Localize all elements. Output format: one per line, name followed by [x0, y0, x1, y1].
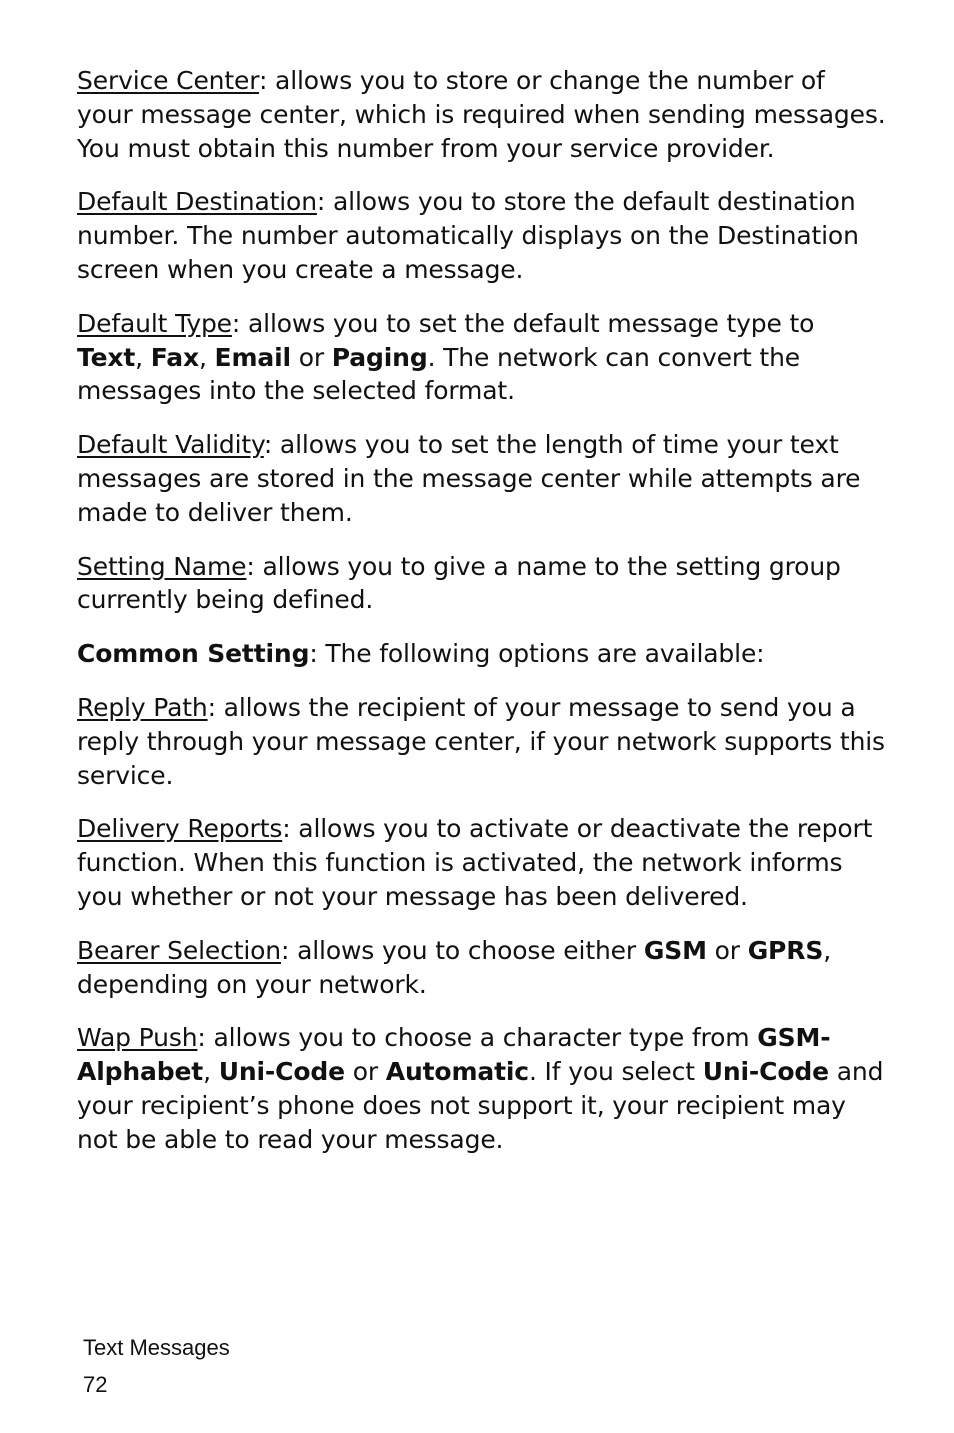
- option-uni-code-repeat: Uni-Code: [702, 1057, 829, 1087]
- option-email: Email: [214, 342, 291, 372]
- default-type-paragraph: [77, 307, 887, 408]
- default-validity-description: : allows you to set the length of time your text messages are stored in the message center while attempts are made to deliver them.: [77, 430, 861, 527]
- bearer-selection-text-1: : allows you to choose either: [281, 935, 644, 965]
- wap-push-term: Wap Push: [77, 1023, 198, 1053]
- option-automatic: Automatic: [385, 1057, 529, 1087]
- option-gsm-alphabet: GSM-Alphabet: [77, 1023, 831, 1087]
- default-destination-term: Default Destination: [77, 187, 317, 217]
- default-type-text-1: : allows you to set the default message type to: [231, 308, 815, 338]
- option-gsm: GSM: [643, 935, 707, 965]
- wap-push-text-1: : allows you to choose a character type from: [197, 1023, 758, 1053]
- default-type-text-4: or: [290, 342, 332, 372]
- option-fax: Fax: [150, 342, 199, 372]
- delivery-reports-description: : allows you to activate or deactivate the report function. When this function is activated, the network informs you whether or not your message has been delivered.: [77, 814, 873, 911]
- default-validity-paragraph: [77, 428, 887, 529]
- wap-push-text-4: . If you select: [528, 1057, 703, 1087]
- setting-name-paragraph: [77, 550, 887, 618]
- reply-path-paragraph: [77, 691, 887, 792]
- reply-path-term: Reply Path: [77, 692, 208, 722]
- reply-path-description: : allows the recipient of your message to send you a reply through your message center, if your network supports this service.: [77, 692, 885, 790]
- default-validity-term: Default Validity: [77, 430, 264, 460]
- default-type-text-3: ,: [198, 342, 215, 372]
- setting-name-description: : allows you to give a name to the setting group currently being defined.: [77, 551, 841, 615]
- wap-push-text-2: ,: [203, 1057, 219, 1087]
- default-type-term: Default Type: [77, 308, 232, 338]
- common-setting-description: : The following options are available:: [309, 639, 765, 669]
- wap-push-text-3: or: [344, 1057, 386, 1087]
- bearer-selection-text-2: or: [706, 935, 748, 965]
- setting-name-term: Setting Name: [77, 551, 247, 581]
- bearer-selection-paragraph: [77, 934, 887, 1002]
- delivery-reports-term: Delivery Reports: [77, 814, 283, 844]
- default-destination-description: : allows you to store the default destination number. The number automatically displays on the Destination screen when you create a message.: [77, 187, 859, 284]
- option-paging: Paging: [331, 342, 428, 372]
- service-center-description: : allows you to store or change the number of your message center, which is required when sending messages. You must obtain this number from your service provider.: [77, 66, 886, 163]
- bearer-selection-term: Bearer Selection: [77, 935, 281, 965]
- default-type-text-5: . The network can convert the messages into the selected format.: [77, 342, 801, 406]
- page-body: [77, 64, 887, 1177]
- bearer-selection-text-3: , depending on your network.: [77, 935, 831, 999]
- wap-push-paragraph: [77, 1021, 887, 1156]
- service-center-paragraph: [77, 64, 887, 165]
- common-setting-paragraph: [77, 637, 887, 671]
- default-destination-paragraph: [77, 185, 887, 286]
- default-type-text-2: ,: [135, 342, 151, 372]
- delivery-reports-paragraph: [77, 812, 887, 913]
- footer-section-title: Text Messages: [83, 1335, 230, 1360]
- service-center-term: Service Center: [77, 66, 259, 95]
- common-setting-heading: Common Setting: [77, 639, 310, 669]
- option-text: Text: [77, 342, 136, 372]
- wap-push-text-5: and your recipient’s phone does not support it, your recipient may not be able to read your message.: [77, 1057, 884, 1154]
- footer-page-number: 72: [83, 1372, 108, 1397]
- option-uni-code: Uni-Code: [218, 1057, 345, 1087]
- option-gprs: GPRS: [747, 935, 824, 965]
